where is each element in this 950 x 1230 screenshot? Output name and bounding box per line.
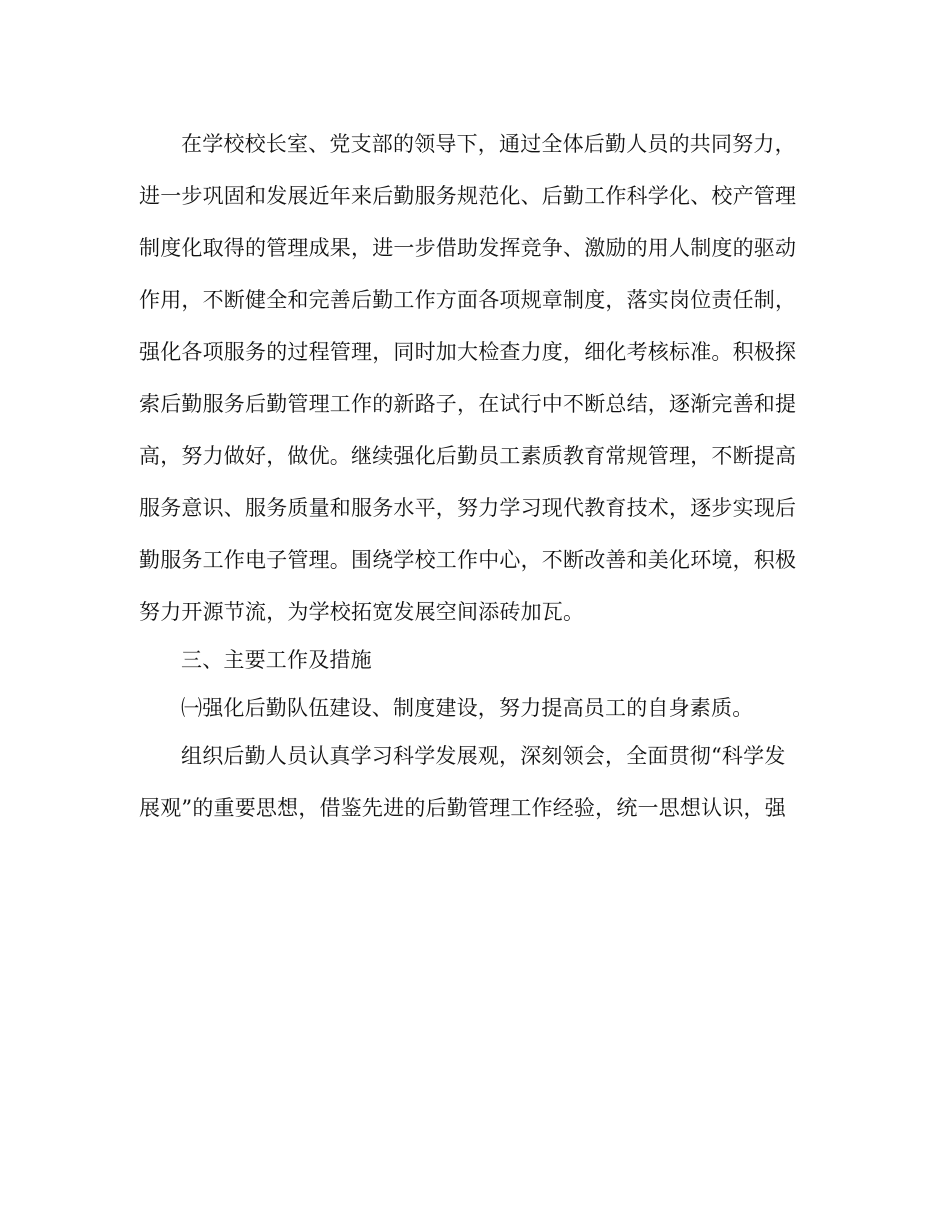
paragraph-line: 制度化取得的管理成果，进一步借助发挥竞争、激励的用人制度的驱动 bbox=[139, 236, 797, 260]
paragraph-line: 强化各项服务的过程管理，同时加大检查力度，细化考核标准。积极探 bbox=[139, 340, 797, 364]
section-heading: 三、主要工作及措施 bbox=[181, 648, 372, 672]
subsection-heading: ㈠强化后勤队伍建设、制度建设，努力提高员工的自身素质。 bbox=[181, 696, 754, 720]
document-body bbox=[139, 122, 819, 838]
paragraph-line: 进一步巩固和发展近年来后勤服务规范化、后勤工作科学化、校产管理 bbox=[139, 184, 797, 208]
paragraph-line: 展观”的重要思想，借鉴先进的后勤管理工作经验，统一思想认识，强 bbox=[139, 796, 786, 820]
paragraph-line: 服务意识、服务质量和服务水平，努力学习现代教育技术，逐步实现后 bbox=[139, 496, 797, 520]
paragraph-line: 勤服务工作电子管理。围绕学校工作中心，不断改善和美化环境，积极 bbox=[139, 548, 797, 572]
paragraph-line: 努力开源节流，为学校拓宽发展空间添砖加瓦。 bbox=[139, 600, 585, 624]
paragraph-line: 高，努力做好，做优。继续强化后勤员工素质教育常规管理，不断提高 bbox=[139, 444, 797, 468]
paragraph-line: 索后勤服务后勤管理工作的新路子，在试行中不断总结，逐渐完善和提 bbox=[139, 392, 797, 416]
paragraph-line: 组织后勤人员认真学习科学发展观，深刻领会，全面贯彻“科学发 bbox=[181, 744, 786, 768]
paragraph-line: 在学校校长室、党支部的领导下，通过全体后勤人员的共同努力， bbox=[181, 132, 796, 156]
paragraph-line: 作用，不断健全和完善后勤工作方面各项规章制度，落实岗位责任制， bbox=[139, 288, 797, 312]
